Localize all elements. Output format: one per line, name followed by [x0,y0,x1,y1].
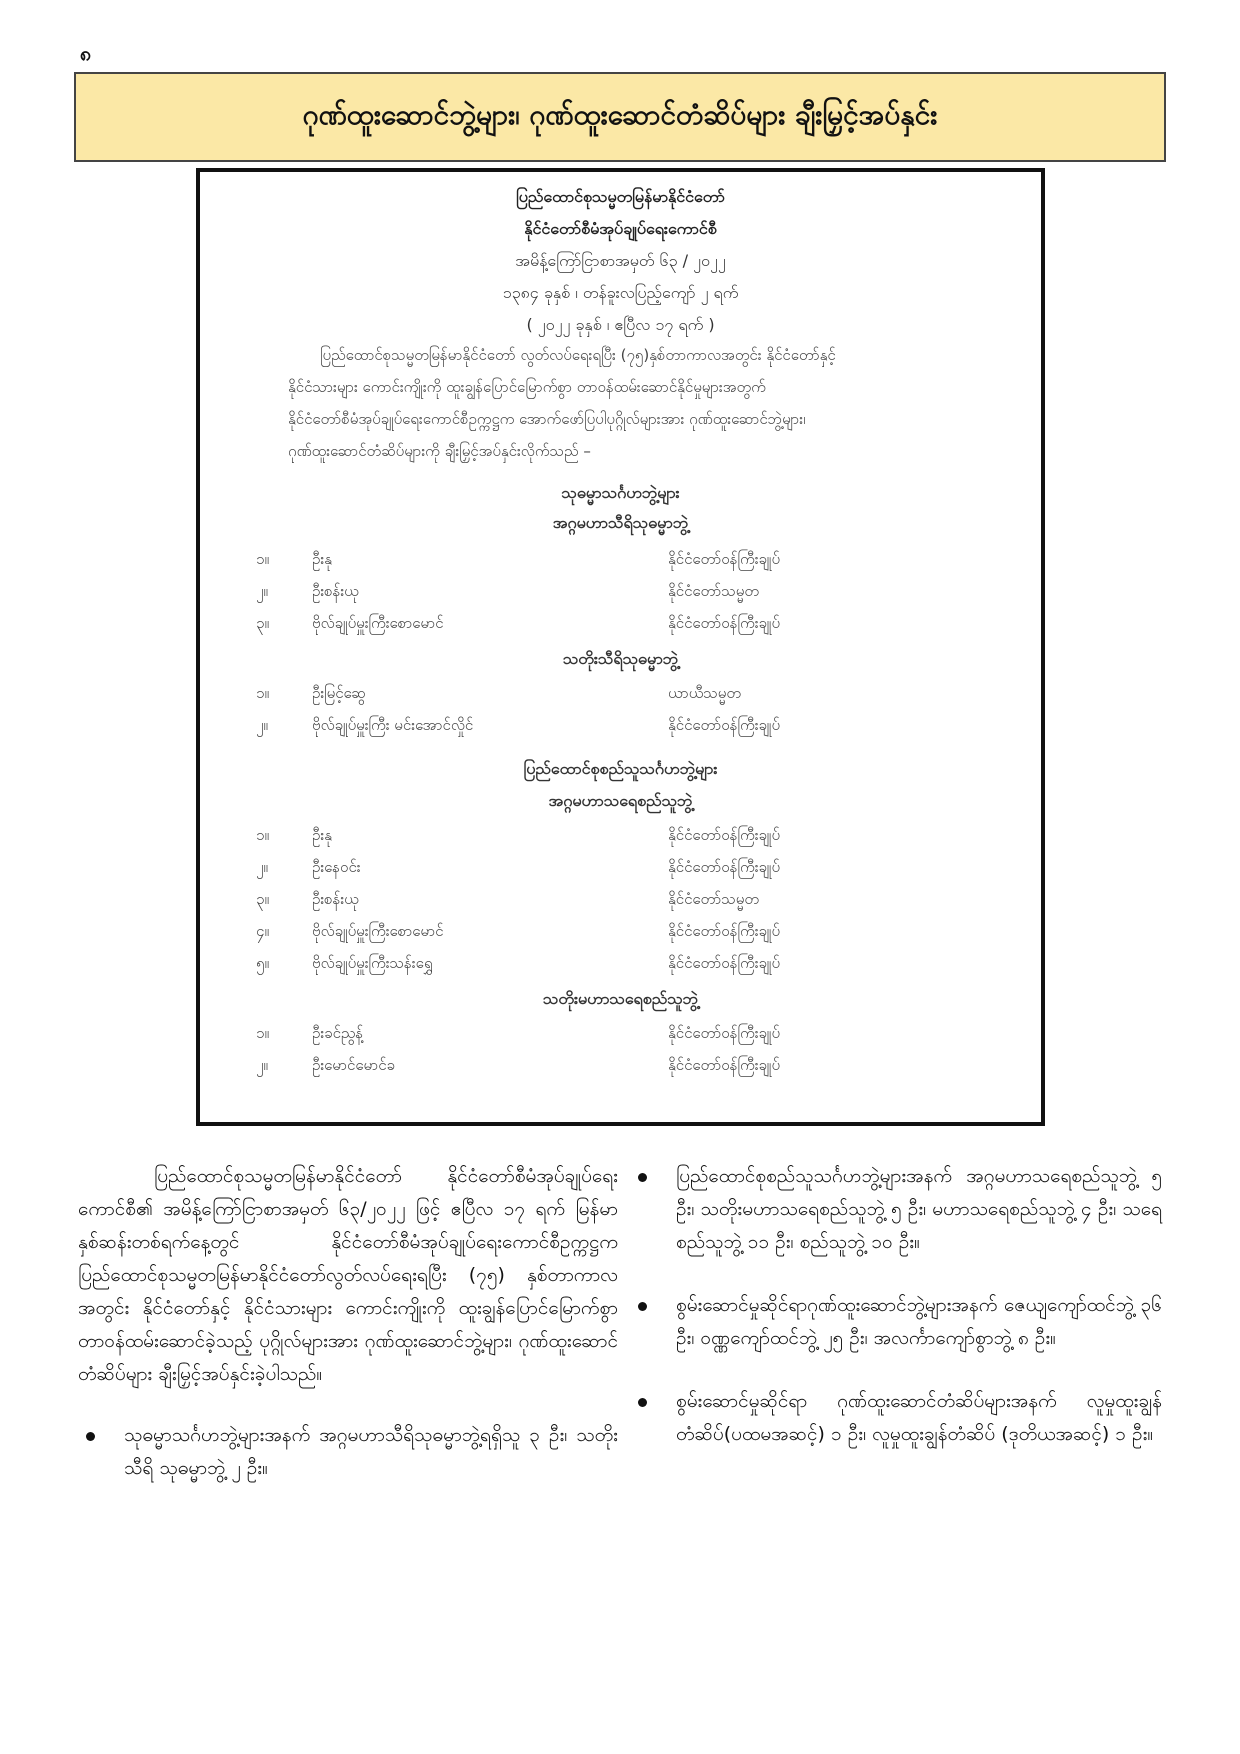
bullet-icon [86,1432,95,1441]
bullet-text: စွမ်းဆောင်မှုဆိုင်ရာဂုဏ်ထူးဆောင်ဘွဲ့များအနက် ဇေယျကျော်ထင်ဘွဲ့ ၃၆ ဦး၊ ဝဏ္ဏကျော်ထင်ဘွဲ့ ၂၅ ဦး၊ အလင်္ကာကျော်စွာဘွဲ့ ၈ ဦး။ [676,1294,1162,1349]
row-number: ၂။ [256,858,268,876]
notice-body-line: ပြည်ထောင်စုသမ္မတမြန်မာနိုင်ငံတော် လွတ်လပ်ရေးရပြီး (၇၅)နှစ်တာကာလအတွင်း နိုင်ငံတော်နှင့် [320,346,836,364]
row-name: ဗိုလ်ချုပ်မှူးကြီးစောမောင် [312,614,444,632]
row-number: ၁။ [256,826,269,844]
row-name: ဦးနု [312,550,332,568]
row-name: ဦးစန်းယု [312,890,359,908]
notice-section-title: သုဓမ္မာသင်္ဂဟဘွဲ့များ [561,483,680,502]
notice-body-line: ဂုဏ်ထူးဆောင်တံဆိပ်များကို ချီးမြှင့်အပ်နှင်းလိုက်သည် – [288,442,591,460]
notice-body-line: နိုင်ငံတော်စီမံအုပ်ချုပ်ရေးကောင်စီဥက္ကဋ္ဌက အောက်ဖော်ပြပါပုဂ္ဂိုလ်များအား ဂုဏ်ထူးဆောင်ဘွဲ့များ၊ [288,410,806,428]
row-number: ၃။ [256,614,269,632]
row-name: ဗိုလ်ချုပ်မှူးကြီးသန်းရွှေ [312,954,433,972]
row-number: ၅။ [256,954,269,972]
notice-heading-1: ပြည်ထောင်စုသမ္မတမြန်မာနိုင်ငံတော် [516,187,725,206]
row-role: နိုင်ငံတော်ဝန်ကြီးချုပ် [668,550,781,568]
notice-subsection-title: သတိုးမဟာသရေစည်သူဘွဲ့ [542,989,699,1008]
row-role: နိုင်ငံတော်ဝန်ကြီးချုပ် [668,858,781,876]
row-number: ၂။ [256,716,268,734]
notice-date-myanmar: ၁၃၈၄ ခုနှစ် ၊ တန်ခူးလပြည့်ကျော် ၂ ရက် [502,283,739,302]
bullet-icon [638,1398,647,1407]
bullet-item [630,1160,1162,1259]
bullet-item [630,1289,1162,1355]
notice-heading-2: နိုင်ငံတော်စီမံအုပ်ချုပ်ရေးကောင်စီ [524,219,717,238]
notice-body-line: နိုင်ငံသားများ ကောင်းကျိုးကို ထူးချွန်ပြောင်မြောက်စွာ တာဝန်ထမ်းဆောင်နိုင်မှုများအတွက် [288,378,766,396]
notice-section-title: ပြည်ထောင်စုစည်သူသင်္ဂဟဘွဲ့များ [523,759,718,778]
row-name: ဦးနေဝင်း [312,858,361,876]
notice-date-gregorian: ( ၂၀၂၂ ခုနှစ် ၊ ဧပြီလ ၁၇ ရက် ) [526,315,715,334]
row-number: ၁။ [256,550,269,568]
row-role: နိုင်ငံတော်သမ္မတ [668,890,759,908]
notice-order-number: အမိန့်ကြော်ငြာစာအမှတ် ၆၃ / ၂၀၂၂ [515,251,726,270]
row-number: ၃။ [256,890,269,908]
left-column [78,1160,618,1485]
row-number: ၁။ [256,684,269,702]
row-name: ဦးမောင်မောင်ခ [312,1056,395,1074]
row-number: ၂။ [256,582,268,600]
notice-subsection-title: သတိုးသီရိသုဓမ္မာဘွဲ့ [562,649,679,668]
row-role: နိုင်ငံတော်ဝန်ကြီးချုပ် [668,716,781,734]
bullet-item [630,1385,1162,1451]
row-name: ဦးမြင့်ဆွေ [312,684,366,702]
row-role: နိုင်ငံတော်ဝန်ကြီးချုပ် [668,954,781,972]
row-role: နိုင်ငံတော်သမ္မတ [668,582,759,600]
row-name: ဦးနု [312,826,332,844]
bullet-text: သုဓမ္မာသင်္ဂဟဘွဲ့များအနက် အဂ္ဂမဟာသီရိသုဓမ္မာဘွဲ့ရရှိသူ ၃ ဦး၊ သတိုးသီရိ သုဓမ္မာဘွဲ့ ၂ ဦး။ [124,1424,618,1479]
bullet-item [78,1419,618,1485]
row-number: ၁။ [256,1024,269,1042]
bullet-text: စွမ်းဆောင်မှုဆိုင်ရာ ဂုဏ်ထူးဆောင်တံဆိပ်များအနက် လူမှုထူးချွန်တံဆိပ်(ပထမအဆင့်) ၁ ဦး၊ လူမှုထူးချွန်တံဆိပ် (ဒုတိယအဆင့်) ၁ ဦး။ [676,1390,1162,1445]
row-name: ဦးခင်ညွန့် [312,1024,364,1042]
row-number: ၄။ [256,922,269,940]
right-column [630,1160,1162,1451]
notice-subsection-title: အဂ္ဂမဟာသရေစည်သူဘွဲ့ [548,791,693,810]
bullet-icon [638,1302,647,1311]
page-title: ဂုဏ်ထူးဆောင်ဘွဲ့များ၊ ဂုဏ်ထူးဆောင်တံဆိပ်များ ချီးမြှင့်အပ်နှင်း [302,98,938,131]
row-name: ဦးစန်းယု [312,582,359,600]
row-role: နိုင်ငံတော်ဝန်ကြီးချုပ် [668,922,781,940]
row-role: နိုင်ငံတော်ဝန်ကြီးချုပ် [668,1056,781,1074]
row-role: ယာယီသမ္မတ [668,684,741,702]
header-banner [74,72,1166,162]
row-role: နိုင်ငံတော်ဝန်ကြီးချုပ် [668,826,781,844]
notice-image [196,168,1045,1126]
row-name: ဗိုလ်ချုပ်မှူးကြီး မင်းအောင်လှိုင် [312,716,474,734]
page-number: ၈ [80,41,92,65]
row-number: ၂။ [256,1056,268,1074]
row-role: နိုင်ငံတော်ဝန်ကြီးချုပ် [668,614,781,632]
row-name: ဗိုလ်ချုပ်မှူးကြီးစောမောင် [312,922,444,940]
notice-subsection-title: အဂ္ဂမဟာသီရိသုဓမ္မာဘွဲ့ [552,513,689,532]
bullet-icon [638,1173,647,1182]
bullet-text: ပြည်ထောင်စုစည်သူသင်္ဂဟဘွဲ့များအနက် အဂ္ဂမဟာသရေစည်သူဘွဲ့ ၅ ဦး၊ သတိုးမဟာသရေစည်သူဘွဲ့ ၅ ဦး၊ မဟာသရေစည်သူဘွဲ့ ၄ ဦး၊ သရေစည်သူဘွဲ့ ၁၁ ဦး၊ စည်သူဘွဲ့ ၁၀ ဦး။ [676,1165,1162,1253]
body-paragraph: ပြည်ထောင်စုသမ္မတမြန်မာနိုင်ငံတော် နိုင်ငံတော်စီမံအုပ်ချုပ်ရေးကောင်စီ၏ အမိန့်ကြော်ငြာစာအမှတ် ၆၃/၂၀၂၂ ဖြင့် ဧပြီလ ၁၇ ရက် မြန်မာနှစ်ဆန်းတစ်ရက်နေ့တွင် နိုင်ငံတော်စီမံအုပ်ချုပ်ရေးကောင်စီဥက္ကဋ္ဌက ပြည်ထောင်စုသမ္မတမြန်မာနိုင်ငံတော်လွတ်လပ်ရေးရပြီး (၇၅) နှစ်တာကာလအတွင်း နိုင်ငံတော်နှင့် နိုင်ငံသားများ ကောင်းကျိုးကို ထူးချွန်ပြောင်မြောက်စွာ တာဝန်ထမ်းဆောင်ခဲ့သည့် ပုဂ္ဂိုလ်များအား ဂုဏ်ထူးဆောင်ဘွဲ့များ၊ ဂုဏ်ထူးဆောင်တံဆိပ်များ ချီးမြှင့်အပ်နှင်းခဲ့ပါသည်။ [78,1165,618,1385]
row-role: နိုင်ငံတော်ဝန်ကြီးချုပ် [668,1024,781,1042]
